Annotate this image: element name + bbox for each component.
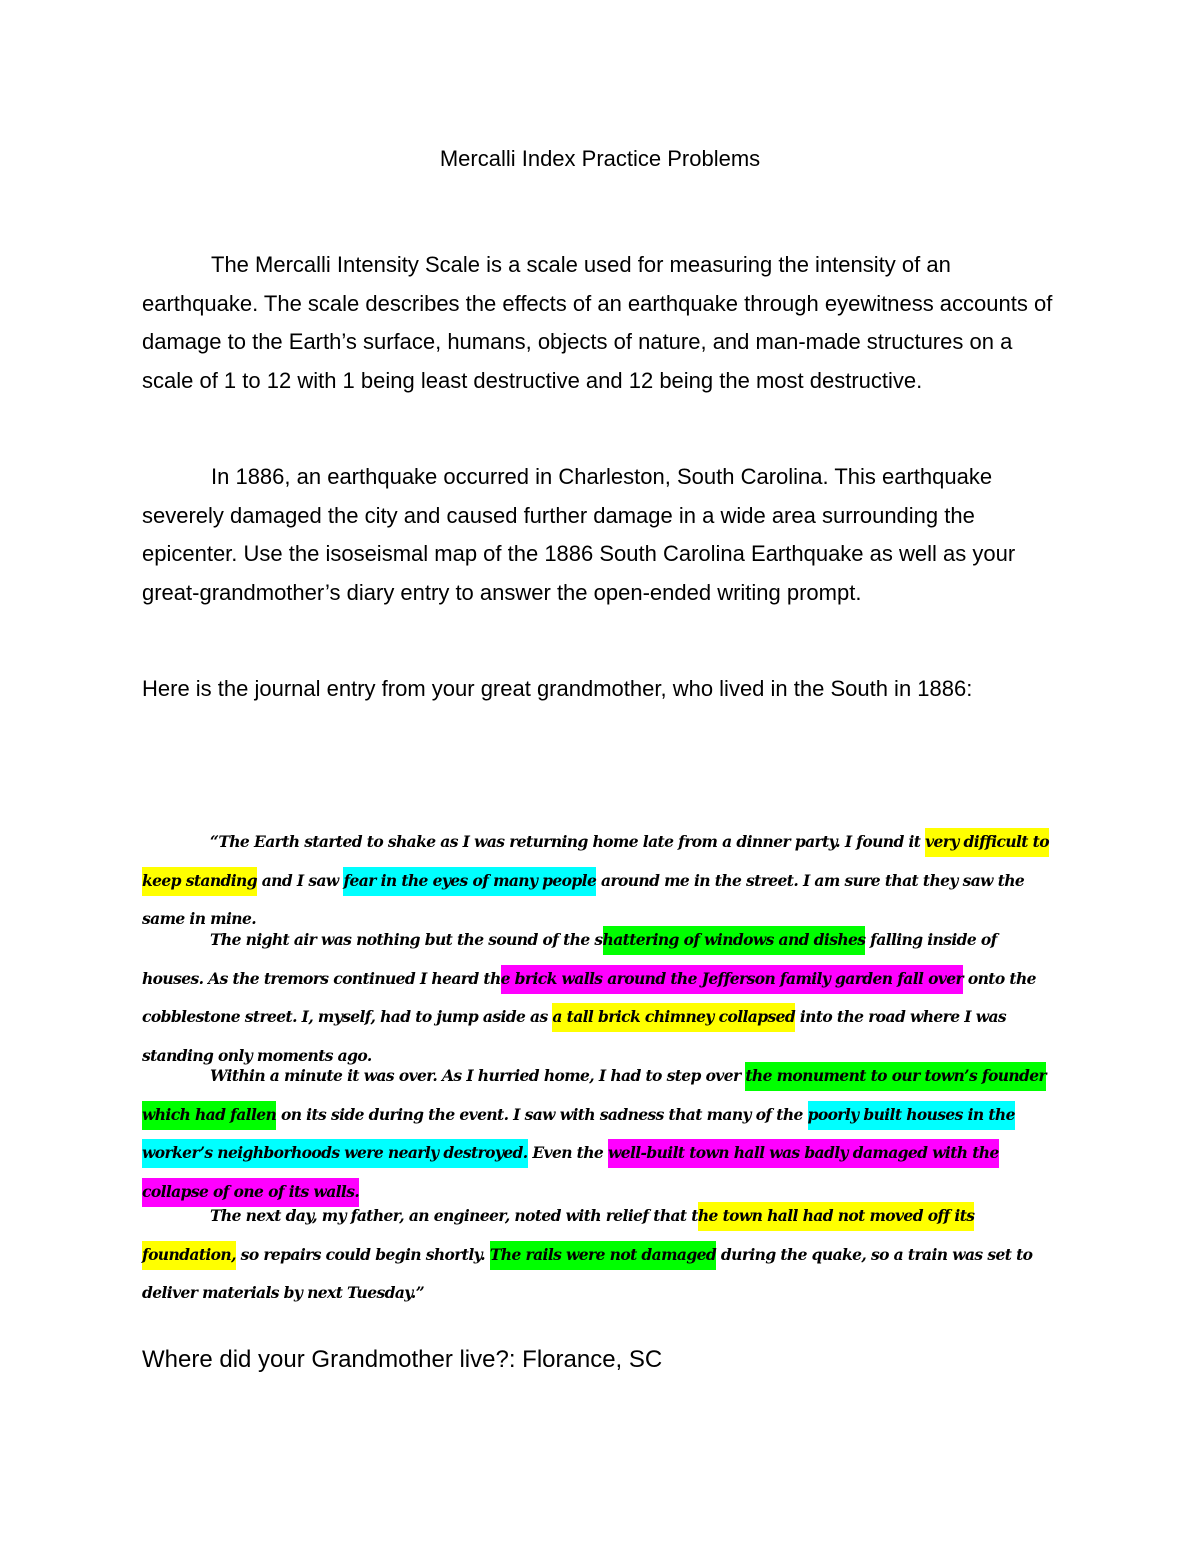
highlight-cyan: poorly built houses in the worker’s neighborhoods were nearly destroyed. bbox=[142, 1101, 1015, 1169]
journal-text: falling inside of houses. As the tremors continued I heard th bbox=[142, 930, 997, 988]
journal-text: around me in the street. I am sure that they saw the same in mine. bbox=[142, 870, 1025, 928]
highlight-cyan: fear in the eyes of many people bbox=[343, 867, 596, 896]
highlight-yellow: he town hall had not moved off its foundation, bbox=[142, 1202, 974, 1270]
intro-paragraph-scale: The Mercalli Intensity Scale is a scale used for measuring the intensity of an earthquake. The scale describes the effects of an earthquake through eyewitness accounts of damage to the Earth’s surface, humans, objects of nature, and man-made structures on a scale of 1 to 12 with 1 being least destructive and 12 being the most destructive. bbox=[142, 252, 1053, 393]
journal-text: The next day, my father, an engineer, noted with relief that t bbox=[210, 1206, 698, 1225]
highlight-green: hattering of windows and dishes bbox=[603, 926, 866, 955]
journal-paragraph-2 bbox=[142, 921, 1052, 1075]
journal-text: Even the bbox=[527, 1143, 608, 1162]
question-answer-line: Where did your Grandmother live?: Florance, SC bbox=[142, 1346, 663, 1373]
journal-text: into the road where I was standing only moments ago. bbox=[142, 1007, 1007, 1065]
journal-text: “The Earth started to shake as I was returning home late from a dinner party. I found it bbox=[210, 832, 926, 851]
highlight-green: the monument to our town’s founder which had fallen bbox=[142, 1062, 1046, 1130]
journal-text: onto the cobblestone street. I, myself, had to jump aside as bbox=[142, 968, 1036, 1026]
journal-paragraph-4 bbox=[142, 1197, 1052, 1313]
highlight-green: The rails were not damaged bbox=[490, 1241, 716, 1270]
journal-text: during the quake, so a train was set to deliver materials by next Tuesday.” bbox=[142, 1244, 1033, 1302]
page-title: Mercalli Index Practice Problems bbox=[439, 146, 761, 171]
highlight-yellow: very difficult to keep standing bbox=[142, 828, 1049, 896]
journal-paragraph-3 bbox=[142, 1057, 1052, 1211]
intro-paragraph-journal-lead: Here is the journal entry from your great grandmother, who lived in the South in 1886: bbox=[142, 676, 973, 701]
journal-text: on its side during the event. I saw with sadness that many of the bbox=[276, 1104, 808, 1124]
journal-text: and I saw bbox=[256, 870, 344, 890]
journal-text: Within a minute it was over. As I hurried home, I had to step over bbox=[210, 1066, 746, 1085]
highlight-magenta: well-built town hall was badly damaged with the collapse of one of its walls. bbox=[142, 1139, 999, 1207]
intro-paragraph-charleston: In 1886, an earthquake occurred in Charleston, South Carolina. This earthquake severely damaged the city and caused further damage in a wide area surrounding the epicenter. Use the isoseismal map of the 1886 South Carolina Earthquake as well as your great-grandmother’s diary entry to answer the open-ended writing prompt. bbox=[142, 464, 1016, 605]
journal-text: The night air was nothing but the sound of the s bbox=[210, 930, 603, 949]
highlight-magenta: e brick walls around the Jefferson family garden fall over bbox=[501, 965, 963, 994]
journal-text: so repairs could begin shortly. bbox=[235, 1244, 490, 1264]
highlight-yellow: a tall brick chimney collapsed bbox=[552, 1003, 795, 1032]
